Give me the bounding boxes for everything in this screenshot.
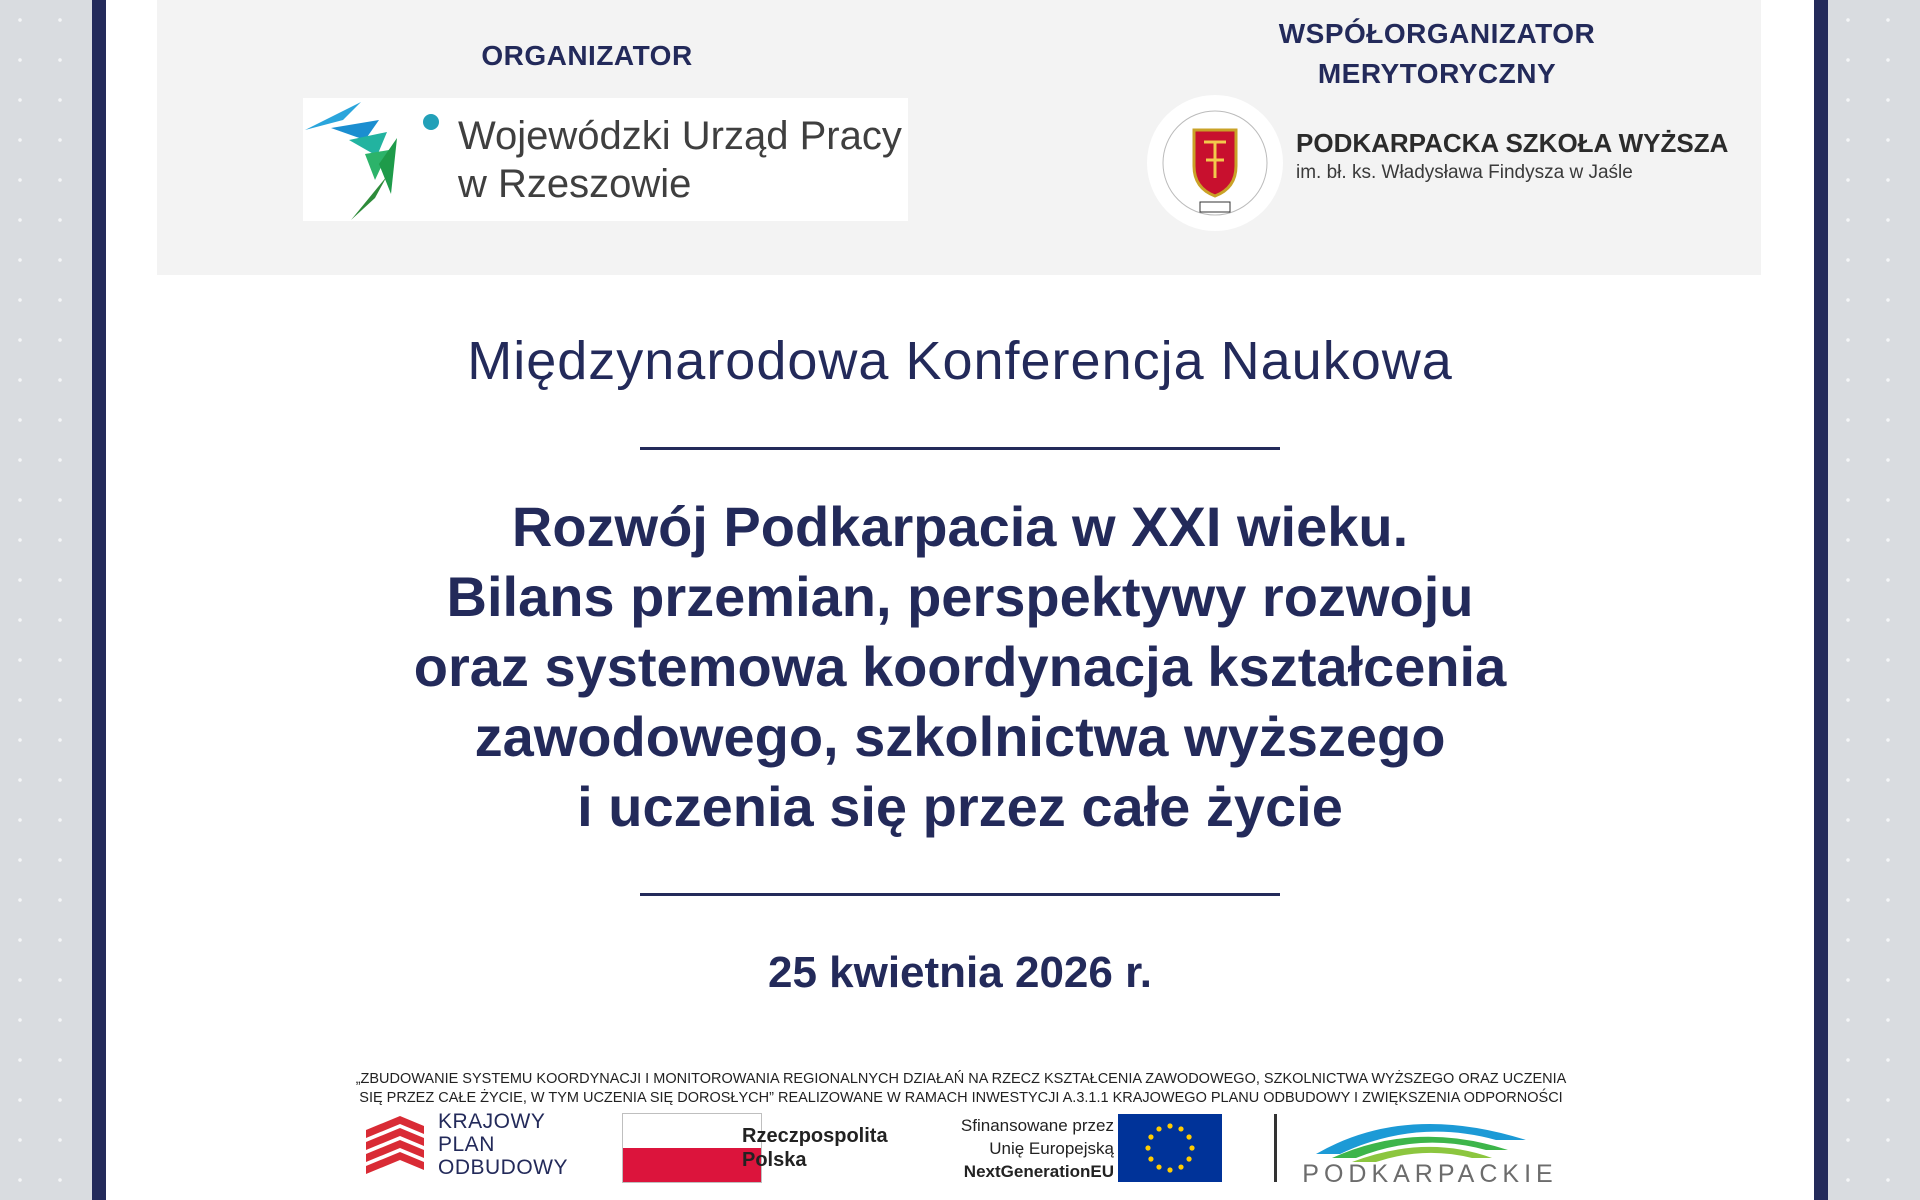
left-dotted-margin bbox=[0, 0, 92, 1200]
poster-card bbox=[106, 0, 1814, 1200]
left-frame-bar bbox=[92, 0, 106, 1200]
divider-top bbox=[640, 447, 1280, 450]
co-organizer-label bbox=[1227, 14, 1647, 94]
right-dotted-margin bbox=[1828, 0, 1920, 1200]
eu-flag-icon bbox=[1118, 1114, 1222, 1182]
psw-seal-logo-icon bbox=[1146, 94, 1284, 232]
right-frame-bar bbox=[1814, 0, 1828, 1200]
eu-star bbox=[1148, 1156, 1153, 1161]
organizers-band bbox=[157, 0, 1761, 275]
eu-star bbox=[1167, 1123, 1172, 1128]
poland-line2: Polska bbox=[742, 1149, 807, 1171]
conference-date: 25 kwietnia 2026 r. bbox=[767, 948, 1153, 997]
organizer-name-line1: Wojewódzki Urząd Pracy bbox=[458, 114, 902, 158]
kpo-line1: KRAJOWY bbox=[438, 1110, 546, 1133]
co-organizer-name: PODKARPACKA SZKOŁA WYŻSZA bbox=[1296, 128, 1729, 158]
co-organizer-label-line2: MERYTORYCZNY bbox=[1317, 58, 1557, 89]
wup-bird-logo-icon bbox=[303, 98, 453, 221]
poland-flag-icon bbox=[622, 1113, 762, 1183]
eu-funding-label bbox=[922, 1114, 1114, 1183]
title-line-2: Bilans przemian, perspektywy rozwoju bbox=[446, 565, 1474, 628]
funding-note-line2: SIĘ PRZEZ CAŁE ŻYCIE, W TYM UCZENIA SIĘ DOROSŁYCH” REALIZOWANE W RAMACH INWESTYCJI A.3.1.1 KRAJOWEGO PLANU ODBUDOWY I ZWIĘKSZENIA ODPORNOŚCI bbox=[359, 1090, 1563, 1106]
co-organizer-subname: im. bł. ks. Władysława Findysza w Jaśle bbox=[1296, 162, 1633, 183]
eu-star bbox=[1189, 1145, 1194, 1150]
eu-line2: Unię Europejską bbox=[989, 1139, 1114, 1158]
conference-subtitle: Międzynarodowa Konferencja Naukowa bbox=[467, 331, 1453, 391]
title-line-5: i uczenia się przez całe życie bbox=[577, 775, 1343, 838]
footer-separator bbox=[1274, 1114, 1277, 1182]
poland-label bbox=[742, 1124, 888, 1172]
eu-star bbox=[1167, 1167, 1172, 1172]
eu-star bbox=[1178, 1164, 1183, 1169]
funding-note bbox=[286, 1070, 1636, 1108]
funding-note-line1: „ZBUDOWANIE SYSTEMU KOORDYNACJI I MONITOROWANIA REGIONALNYCH DZIAŁAŃ NA RZECZ KSZTAŁCENIA ZAWODOWEGO, SZKOLNICTWA WYŻSZEGO ORAZ UCZENIA bbox=[355, 1071, 1567, 1087]
eu-star bbox=[1156, 1126, 1161, 1131]
title-line-3: oraz systemowa koordynacja kształcenia bbox=[413, 635, 1507, 698]
eu-star bbox=[1186, 1156, 1191, 1161]
eu-line3: NextGenerationEU bbox=[963, 1162, 1114, 1181]
conference-title bbox=[106, 492, 1814, 842]
co-organizer-label-line1: WSPÓŁORGANIZATOR bbox=[1278, 18, 1596, 49]
organizer-logo bbox=[303, 98, 908, 221]
title-line-1: Rozwój Podkarpacia w XXI wieku. bbox=[511, 495, 1409, 558]
organizer-name bbox=[458, 112, 902, 208]
podkarpackie-label: PODKARPACKIE bbox=[1302, 1160, 1558, 1188]
eu-star bbox=[1156, 1164, 1161, 1169]
eu-star bbox=[1145, 1145, 1150, 1150]
eu-star bbox=[1178, 1126, 1183, 1131]
eu-line1: Sfinansowane przez bbox=[960, 1116, 1114, 1135]
podkarpackie-logo-icon bbox=[1296, 1110, 1566, 1166]
kpo-label bbox=[438, 1110, 568, 1179]
kpo-logo-icon bbox=[360, 1112, 430, 1182]
kpo-line3: ODBUDOWY bbox=[438, 1156, 568, 1179]
kpo-line2: PLAN bbox=[438, 1133, 495, 1156]
eu-star bbox=[1148, 1134, 1153, 1139]
divider-bottom bbox=[640, 893, 1280, 896]
organizer-name-line2: w Rzeszowie bbox=[458, 162, 692, 206]
poland-line1: Rzeczpospolita bbox=[742, 1125, 888, 1147]
eu-star bbox=[1186, 1134, 1191, 1139]
title-line-4: zawodowego, szkolnictwa wyższego bbox=[474, 705, 1446, 768]
organizer-label: ORGANIZATOR bbox=[481, 40, 693, 71]
